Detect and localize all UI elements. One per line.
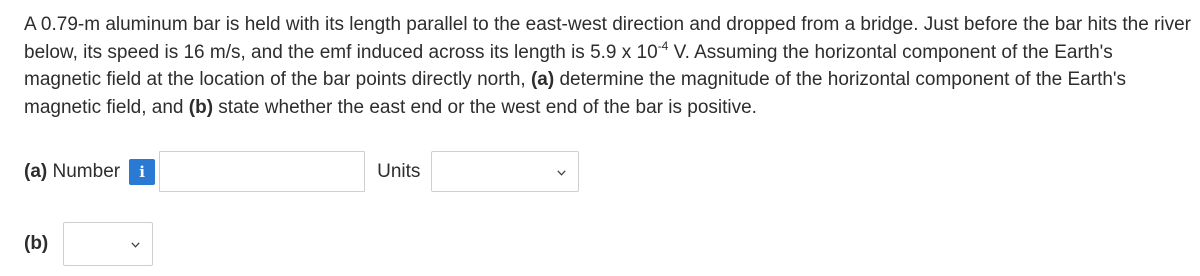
question-exponent: -4	[657, 38, 669, 53]
question-part-b-marker: (b)	[188, 96, 214, 118]
part-a-label-marker: (a)	[24, 160, 48, 182]
units-select[interactable]	[431, 151, 579, 192]
question-text-part2: V. Assuming the horizontal component of the Earth's magnetic field at the location of the bar points directly north,	[24, 41, 1113, 90]
question-text-part3: determine the magnitude of the horizontal component of the Earth's magnetic field, and	[24, 69, 1127, 118]
part-b-label-marker: (b)	[24, 233, 49, 254]
question-text-part1: A 0.79-m aluminum bar is held with its length parallel to the east-west direction and dropped from a bridge. Just before the bar hits the river below, its speed is 16 m/s, and the emf induced across its length is 5.9 x 10	[24, 14, 1191, 63]
chevron-down-icon	[131, 242, 140, 248]
part-b-answer-row	[24, 222, 153, 266]
part-b-select[interactable]	[63, 222, 153, 266]
chevron-down-icon	[557, 170, 566, 176]
part-a-answer-row	[24, 150, 579, 193]
part-a-label-text: Number	[47, 160, 121, 182]
part-a-number-input[interactable]	[159, 151, 365, 192]
question-part-a-marker: (a)	[530, 69, 555, 90]
question-text	[24, 11, 1194, 121]
part-a-label	[24, 160, 120, 184]
part-b-label	[24, 232, 48, 256]
question-text-part4: state whether the east end or the west end of the bar is positive.	[213, 96, 757, 118]
info-icon[interactable]: i	[129, 159, 155, 185]
units-label: Units	[377, 160, 421, 182]
